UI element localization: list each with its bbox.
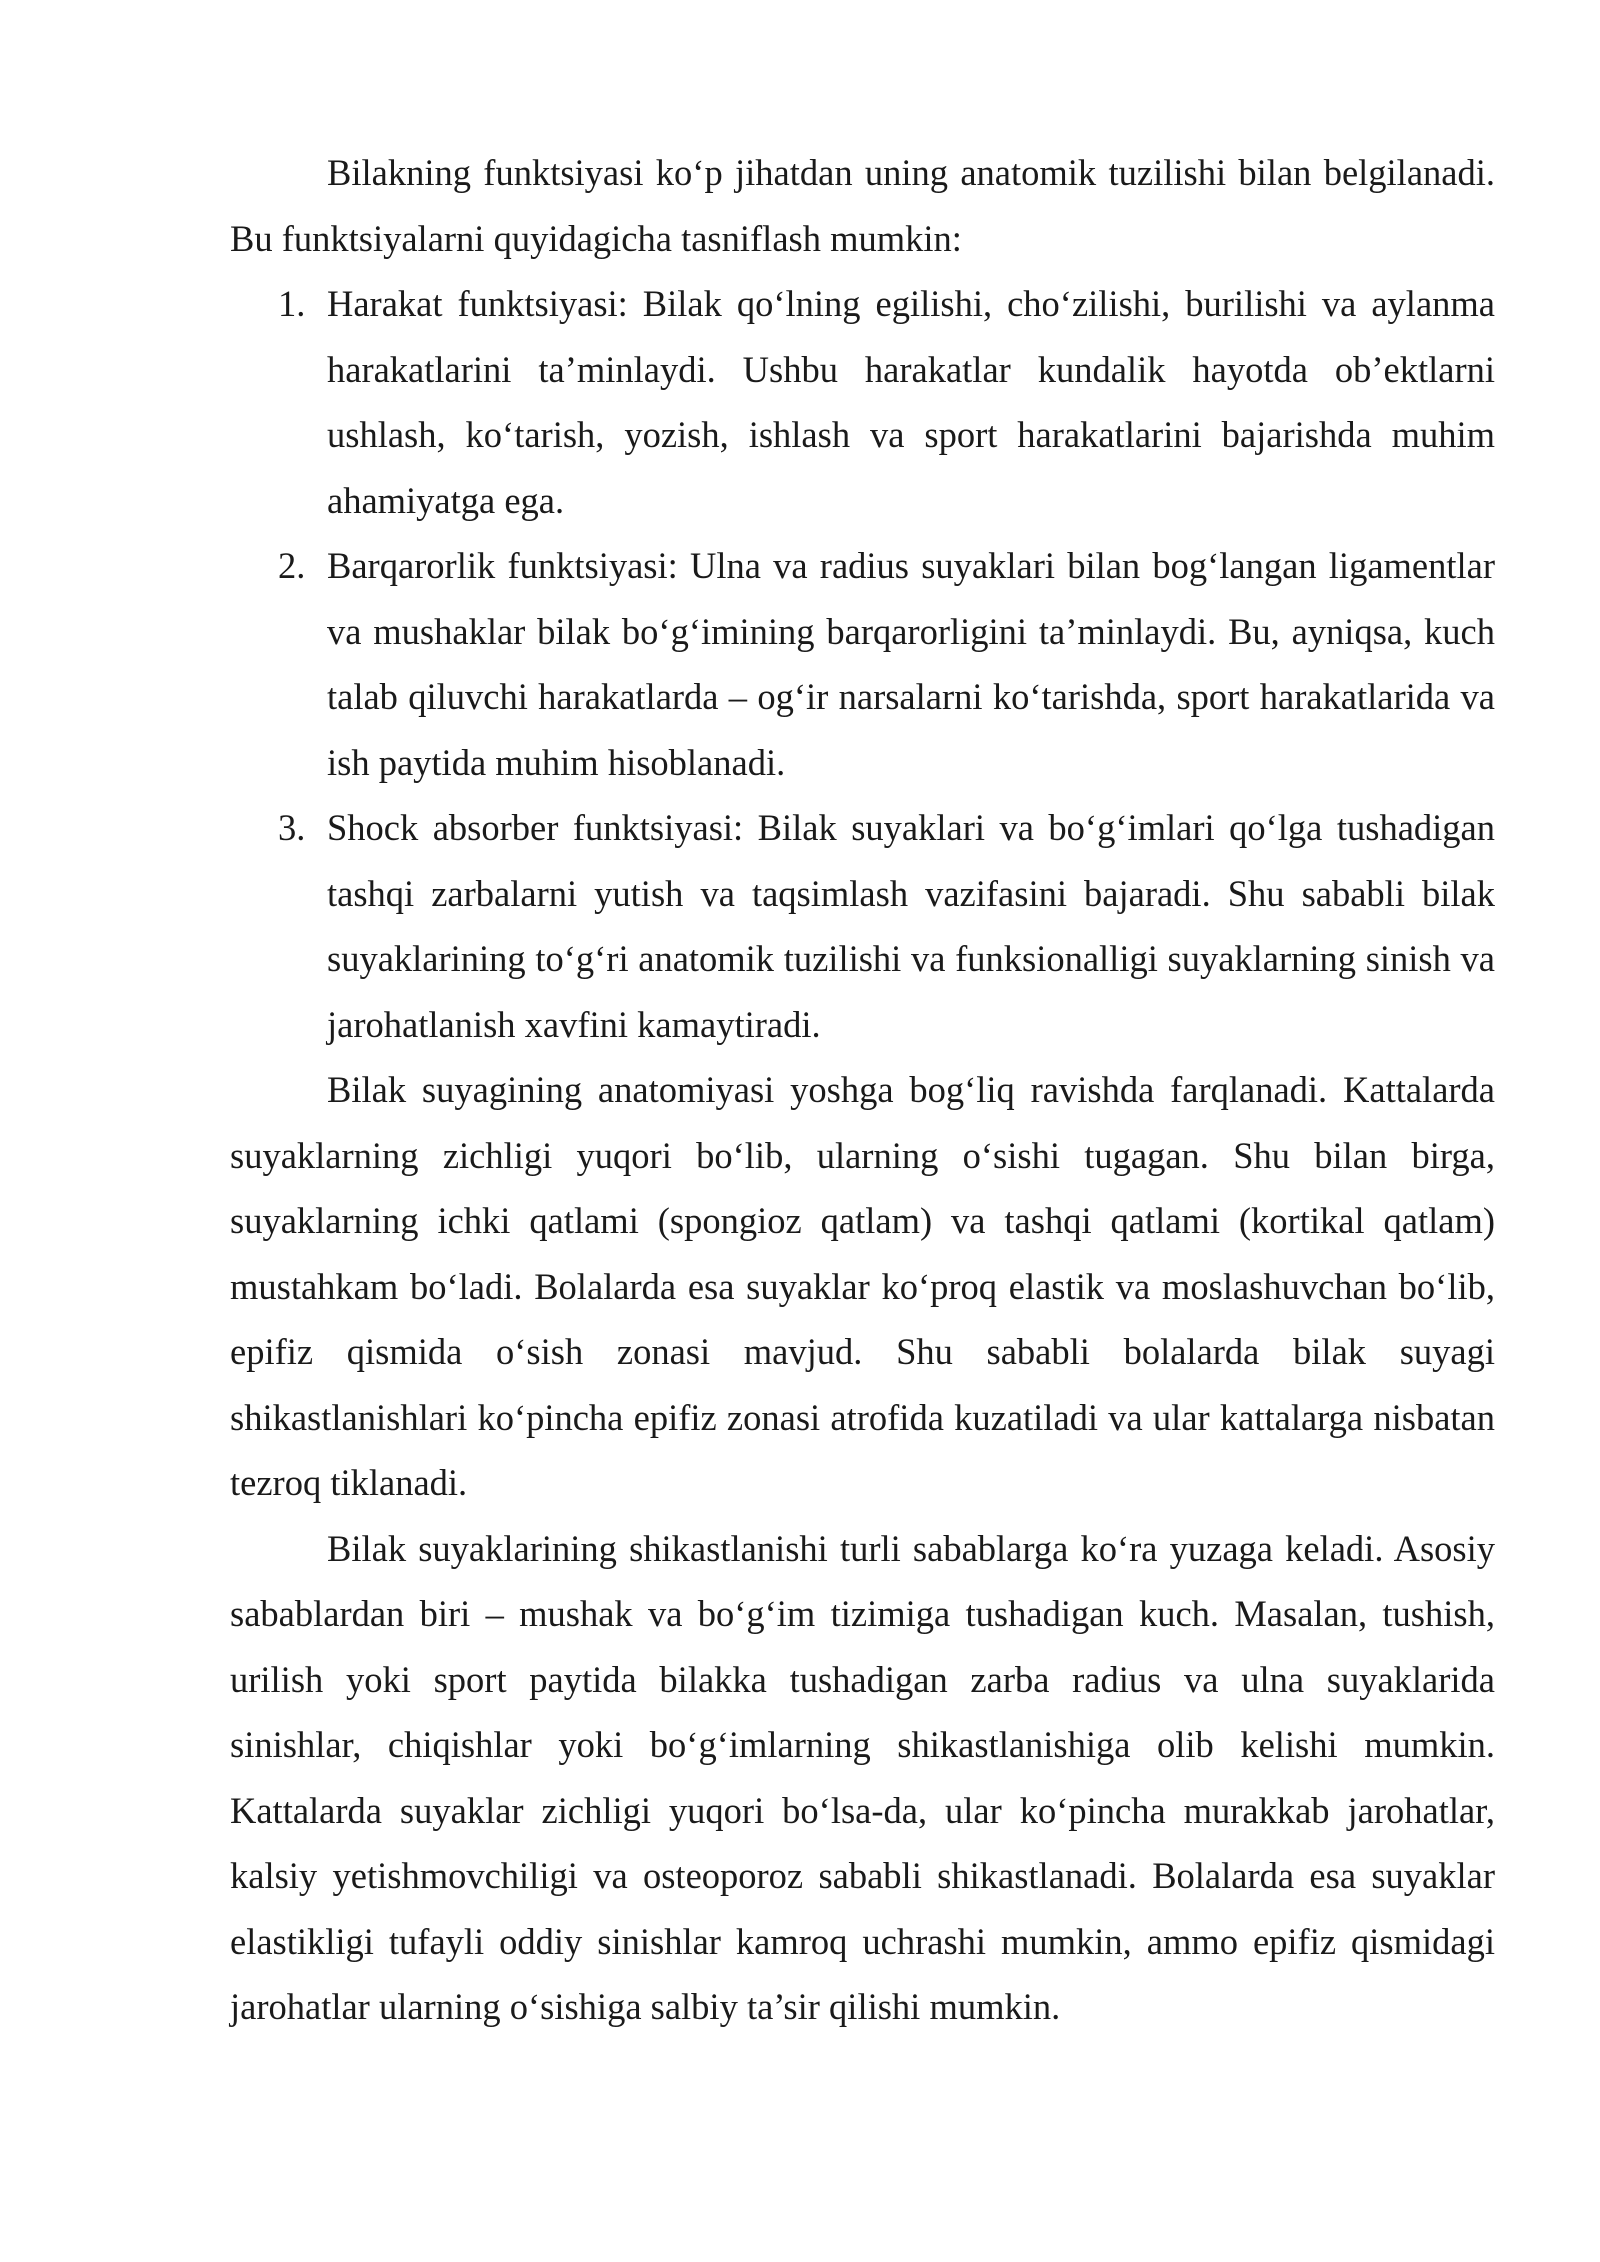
list-item-text: Barqarorlik funktsiyasi: Ulna va radius suyaklari bilan bog‘langan ligamentlar va mushaklar bilak bo‘g‘imining barqarorligini ta’minlaydi. Bu, ayniqsa, kuch talab qiluvchi harakatlarda – og‘ir narsalarni ko‘tarishda, sport harakatlarida va ish paytida muhim hisoblanadi. bbox=[327, 545, 1495, 783]
injury-causes-paragraph: Bilak suyaklarining shikastlanishi turli sabablarga ko‘ra yuzaga keladi. Asosiy sabablardan biri – mushak va bo‘g‘im tizimiga tushadigan kuch. Masalan, tushish, urilish yoki sport paytida bilakka tushadigan zarba radius va ulna suyaklarida sinishlar, chiqishlar yoki bo‘g‘imlarning shikastlanishiga olib kelishi mumkin. Kattalarda suyaklar zichligi yuqori bo‘lsa-da, ular ko‘pincha murakkab jarohatlar, kalsiy yetishmovchiligi va osteoporoz sababli shikastlanadi. Bolalarda esa suyaklar elastikligi tufayli oddiy sinishlar kamroq uchrashi mumkin, ammo epifiz qismidagi jarohatlar ularning o‘sishiga salbiy ta’sir qilishi mumkin. bbox=[230, 1527, 1495, 2027]
document-page bbox=[230, 140, 1495, 2040]
intro-paragraph: Bilakning funktsiyasi ko‘p jihatdan uning anatomik tuzilishi bilan belgilanadi. Bu funktsiyalarni quyidagicha tasniflash mumkin: bbox=[230, 152, 1495, 259]
list-item bbox=[230, 795, 1495, 1057]
list-item-number: 1. bbox=[278, 283, 306, 324]
list-item-text: Harakat funktsiyasi: Bilak qo‘lning egilishi, cho‘zilishi, burilishi va aylanma harakatlarini ta’minlaydi. Ushbu harakatlar kundalik hayotda ob’ektlarni ushlash, ko‘tarish, yozish, ishlash va sport harakatlarini bajarishda muhim ahamiyatga ega. bbox=[327, 283, 1495, 521]
list-item-number: 2. bbox=[278, 545, 306, 586]
list-item bbox=[230, 533, 1495, 795]
list-item-number: 3. bbox=[278, 807, 306, 848]
list-item-text: Shock absorber funktsiyasi: Bilak suyaklari va bo‘g‘imlari qo‘lga tushadigan tashqi zarbalarni yutish va taqsimlash vazifasini bajaradi. Shu sababli bilak suyaklarining to‘g‘ri anatomik tuzilishi va funksionalligi suyaklarning sinish va jarohatlanish xavfini kamaytiradi. bbox=[327, 807, 1495, 1045]
list-item bbox=[230, 271, 1495, 533]
function-list bbox=[230, 271, 1495, 1057]
age-anatomy-paragraph: Bilak suyagining anatomiyasi yoshga bog‘liq ravishda farqlanadi. Kattalarda suyaklarning zichligi yuqori bo‘lib, ularning o‘sishi tugagan. Shu bilan birga, suyaklarning ichki qatlami (spongioz qatlam) va tashqi qatlami (kortikal qatlam) mustahkam bo‘ladi. Bolalarda esa suyaklar ko‘proq elastik va moslashuvchan bo‘lib, epifiz qismida o‘sish zonasi mavjud. Shu sababli bolalarda bilak suyagi shikastlanishlari ko‘pincha epifiz zonasi atrofida kuzatiladi va ular kattalarga nisbatan tezroq tiklanadi. bbox=[230, 1069, 1495, 1503]
